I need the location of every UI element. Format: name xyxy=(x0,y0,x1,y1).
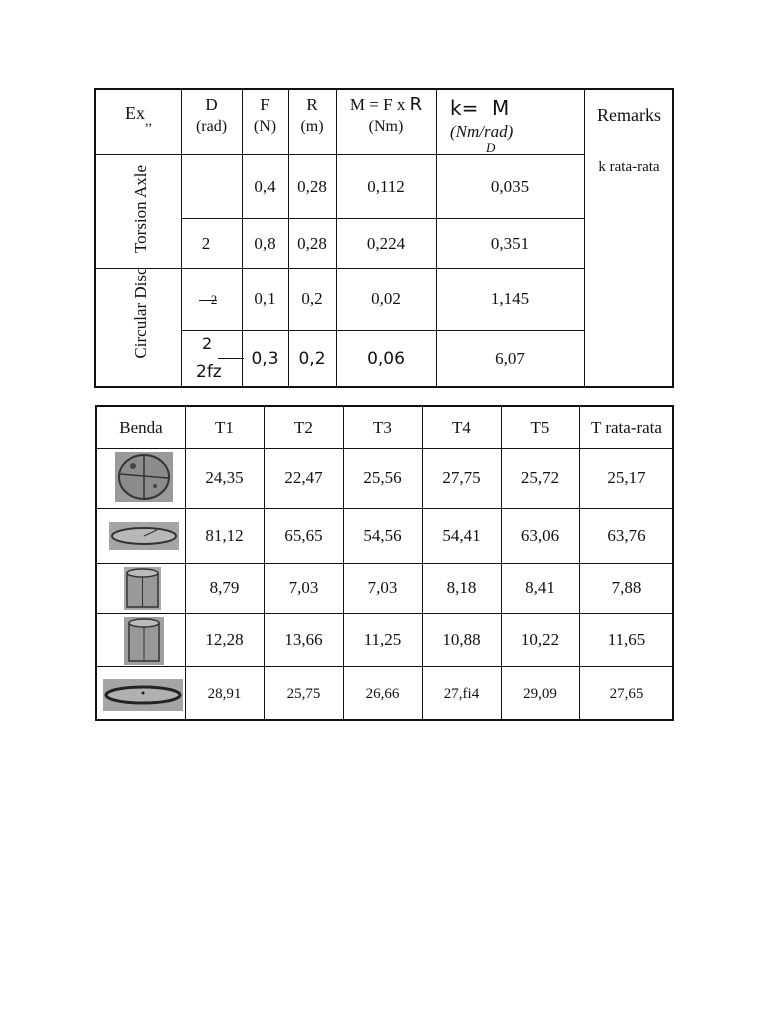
period-table xyxy=(95,405,674,721)
r4-d-numerator: 2 xyxy=(202,334,213,353)
header-ex: $Ex_{,,}$ xyxy=(125,103,152,129)
r3-r: 0,2 xyxy=(301,289,323,308)
flat-disc-image xyxy=(109,522,179,550)
r1-f: 0,4 xyxy=(254,177,276,196)
r2-k: 0,351 xyxy=(490,234,530,253)
group-torsion-axle: Torsion Axle xyxy=(131,164,150,254)
r1-r: 0,28 xyxy=(297,177,327,196)
row1-t3: 25,56 xyxy=(363,468,402,487)
remarks-note: k rata-rata xyxy=(598,159,660,175)
sphere-image xyxy=(115,452,173,502)
r2-f: 0,8 xyxy=(254,234,276,253)
r2-r: 0,28 xyxy=(297,234,327,253)
row2-t2: 65,65 xyxy=(284,526,323,545)
header-k: k= M (Nm/rad) D xyxy=(450,96,514,155)
row2-t3: 54,56 xyxy=(363,526,402,545)
row4-t4: 10,88 xyxy=(442,630,481,649)
th-t3: T3 xyxy=(373,418,392,437)
header-r: R (m) xyxy=(300,95,324,135)
row1-t2: 22,47 xyxy=(284,468,323,487)
th-t4: T4 xyxy=(452,418,471,437)
r4-r: 0,2 xyxy=(298,349,326,369)
short-cylinder-image xyxy=(124,567,161,610)
row4-t3: 11,25 xyxy=(363,630,402,649)
r4-d-fraction-line xyxy=(218,358,244,359)
row2-t1: 81,12 xyxy=(205,526,244,545)
th-t-average: T rata-rata xyxy=(591,418,662,437)
row2-avg: 63,76 xyxy=(607,526,646,545)
r4-m: 0,06 xyxy=(367,349,405,369)
r1-k: 0,035 xyxy=(490,177,530,196)
row5-avg: 27,65 xyxy=(609,686,644,702)
th-t2: T2 xyxy=(294,418,313,437)
row1-t1: 24,35 xyxy=(205,468,244,487)
row1-t5: 25,72 xyxy=(520,468,560,487)
r4-d-denominator: 2fz xyxy=(196,362,222,382)
row4-t2: 13,66 xyxy=(284,630,323,649)
r1-m: 0,112 xyxy=(367,177,405,196)
row5-t4: 27,fi4 xyxy=(443,686,480,702)
row2-t5: 63,06 xyxy=(520,526,560,545)
row5-t1: 28,91 xyxy=(207,686,242,702)
r4-k: 6,07 xyxy=(495,349,525,368)
row5-t5: 29,09 xyxy=(523,686,557,702)
r2-d: 2 xyxy=(201,234,211,253)
th-t1: T1 xyxy=(215,418,234,437)
row1-avg: 25,17 xyxy=(607,468,646,487)
header-remarks: Remarks xyxy=(597,105,661,125)
tall-cylinder-image xyxy=(124,617,164,665)
row2-t4: 54,41 xyxy=(442,526,481,545)
row4-t1: 12,28 xyxy=(205,630,244,649)
row4-t5: 10,22 xyxy=(520,630,560,649)
torsion-table xyxy=(94,88,674,388)
row3-t3: 7,03 xyxy=(367,578,398,597)
row3-avg: 7,88 xyxy=(611,578,642,597)
row3-t2: 7,03 xyxy=(288,578,319,597)
r2-m: 0,224 xyxy=(366,234,406,253)
th-t5: T5 xyxy=(530,418,550,437)
thin-disc-image xyxy=(103,679,183,711)
r3-f: 0,1 xyxy=(254,289,276,308)
row3-t4: 8,18 xyxy=(446,578,477,597)
th-benda: Benda xyxy=(119,418,163,437)
header-f: F (N) xyxy=(253,95,277,135)
row3-t5: 8,41 xyxy=(525,578,555,597)
r4-f: 0,3 xyxy=(251,349,279,369)
header-d: D (rad) xyxy=(195,95,228,135)
row5-t3: 26,66 xyxy=(365,686,400,702)
row4-avg: 11,65 xyxy=(607,630,646,649)
row3-t1: 8,79 xyxy=(209,578,240,597)
r3-k: 1,145 xyxy=(490,289,530,308)
r3-d: 2 xyxy=(204,289,224,311)
row1-t4: 27,75 xyxy=(442,468,481,487)
row5-t2: 25,75 xyxy=(286,686,321,702)
group-circular-disc: Circular Disc xyxy=(131,267,150,359)
header-moment: M = F x R (Nm) xyxy=(349,94,423,135)
r3-m: 0,02 xyxy=(371,289,401,308)
